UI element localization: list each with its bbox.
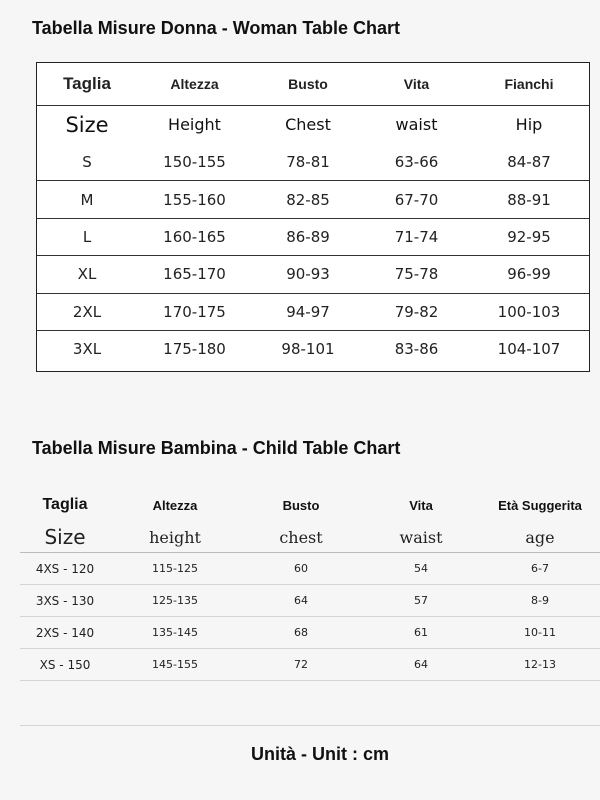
woman-header-row-english bbox=[37, 105, 589, 143]
child-cell-height: 115-125 bbox=[152, 562, 198, 575]
woman-cell-height: 160-165 bbox=[163, 227, 226, 246]
child-header-size-en: Size bbox=[44, 525, 86, 549]
woman-cell-waist: 79-82 bbox=[394, 302, 439, 321]
child-header-waist-it: Vita bbox=[409, 497, 433, 513]
woman-cell-chest: 98-101 bbox=[281, 340, 335, 359]
child-cell-height: 145-155 bbox=[152, 658, 198, 671]
woman-cell-chest: 82-85 bbox=[286, 190, 330, 209]
woman-cell-size: M bbox=[80, 190, 94, 209]
child-size-table bbox=[20, 488, 600, 726]
woman-table-title: Tabella Misure Donna - Woman Table Chart bbox=[32, 18, 401, 38]
woman-cell-waist: 71-74 bbox=[394, 227, 439, 246]
woman-header-height-it: Altezza bbox=[170, 76, 219, 92]
child-cell-age: 8-9 bbox=[531, 594, 549, 607]
child-cell-chest: 68 bbox=[294, 626, 308, 639]
child-table-title: Tabella Misure Bambina - Child Table Chart bbox=[32, 438, 401, 458]
woman-header-size-en: Size bbox=[65, 112, 109, 137]
woman-cell-hip: 96-99 bbox=[507, 265, 551, 284]
woman-cell-chest: 86-89 bbox=[286, 227, 330, 246]
child-cell-waist: 54 bbox=[414, 562, 428, 575]
woman-table-row bbox=[37, 330, 589, 367]
woman-cell-chest: 90-93 bbox=[286, 265, 330, 284]
woman-header-chest-en: Chest bbox=[285, 115, 331, 134]
woman-cell-waist: 83-86 bbox=[394, 340, 439, 359]
woman-cell-size: 3XL bbox=[72, 340, 102, 359]
woman-header-hip-it: Fianchi bbox=[504, 76, 554, 92]
child-table-row bbox=[20, 617, 600, 649]
child-table-divider bbox=[20, 681, 600, 726]
woman-table-body bbox=[37, 143, 589, 367]
woman-cell-chest: 78-81 bbox=[286, 152, 330, 171]
child-header-age-en: age bbox=[525, 527, 555, 547]
child-cell-waist: 61 bbox=[414, 626, 428, 639]
child-header-waist-en: waist bbox=[399, 527, 443, 547]
child-cell-age: 6-7 bbox=[531, 562, 549, 575]
woman-cell-height: 155-160 bbox=[163, 190, 226, 209]
child-cell-waist: 57 bbox=[414, 594, 428, 607]
child-table-row bbox=[20, 649, 600, 681]
woman-cell-size: 2XL bbox=[72, 302, 102, 321]
woman-cell-hip: 104-107 bbox=[497, 340, 561, 359]
woman-cell-hip: 84-87 bbox=[507, 152, 551, 171]
woman-table-row bbox=[37, 293, 589, 330]
woman-table-row bbox=[37, 180, 589, 217]
woman-header-size-it: Taglia bbox=[63, 74, 111, 93]
child-cell-size: 2XS - 140 bbox=[35, 625, 95, 640]
woman-header-waist-it: Vita bbox=[403, 76, 430, 92]
woman-cell-size: L bbox=[82, 227, 92, 246]
child-cell-age: 12-13 bbox=[524, 658, 556, 671]
woman-cell-size: S bbox=[82, 152, 92, 171]
woman-table-row bbox=[37, 143, 589, 180]
woman-cell-hip: 88-91 bbox=[507, 190, 551, 209]
woman-header-height-en: Height bbox=[168, 115, 221, 134]
woman-header-row-italian bbox=[37, 63, 589, 105]
woman-cell-height: 175-180 bbox=[163, 340, 226, 359]
woman-header-waist-en: waist bbox=[395, 115, 438, 134]
child-cell-waist: 64 bbox=[414, 658, 428, 671]
child-header-chest-it: Busto bbox=[282, 497, 320, 513]
child-header-row-english bbox=[20, 522, 600, 553]
woman-cell-size: XL bbox=[77, 265, 97, 284]
child-cell-height: 125-135 bbox=[152, 594, 198, 607]
woman-table-row bbox=[37, 218, 589, 255]
child-table-body bbox=[20, 553, 600, 681]
woman-cell-hip: 100-103 bbox=[497, 302, 561, 321]
child-cell-age: 10-11 bbox=[524, 626, 556, 639]
child-cell-size: XS - 150 bbox=[39, 657, 91, 672]
woman-cell-waist: 67-70 bbox=[394, 190, 439, 209]
child-table-row bbox=[20, 553, 600, 585]
woman-cell-height: 165-170 bbox=[163, 265, 226, 284]
child-header-age-it: Età Suggerita bbox=[498, 497, 582, 513]
woman-header-chest-it: Busto bbox=[288, 76, 328, 92]
woman-cell-waist: 63-66 bbox=[394, 152, 439, 171]
woman-size-table bbox=[36, 62, 590, 372]
child-cell-size: 4XS - 120 bbox=[35, 561, 95, 576]
child-cell-chest: 72 bbox=[294, 658, 308, 671]
child-header-row-italian bbox=[20, 488, 600, 522]
woman-cell-chest: 94-97 bbox=[286, 302, 330, 321]
woman-cell-hip: 92-95 bbox=[507, 227, 551, 246]
child-cell-chest: 64 bbox=[294, 594, 308, 607]
woman-cell-height: 150-155 bbox=[163, 152, 226, 171]
child-header-chest-en: chest bbox=[279, 527, 323, 547]
unit-note: Unità - Unit : cm bbox=[251, 744, 389, 764]
child-header-size-it: Taglia bbox=[42, 496, 88, 513]
child-header-height-it: Altezza bbox=[152, 497, 198, 513]
woman-table-row bbox=[37, 255, 589, 292]
child-cell-size: 3XS - 130 bbox=[35, 593, 95, 608]
child-cell-height: 135-145 bbox=[152, 626, 198, 639]
woman-header-hip-en: Hip bbox=[515, 115, 543, 134]
woman-cell-waist: 75-78 bbox=[394, 265, 439, 284]
child-cell-chest: 60 bbox=[294, 562, 308, 575]
child-table-row bbox=[20, 585, 600, 617]
child-header-height-en: height bbox=[149, 527, 201, 547]
woman-cell-height: 170-175 bbox=[163, 302, 226, 321]
